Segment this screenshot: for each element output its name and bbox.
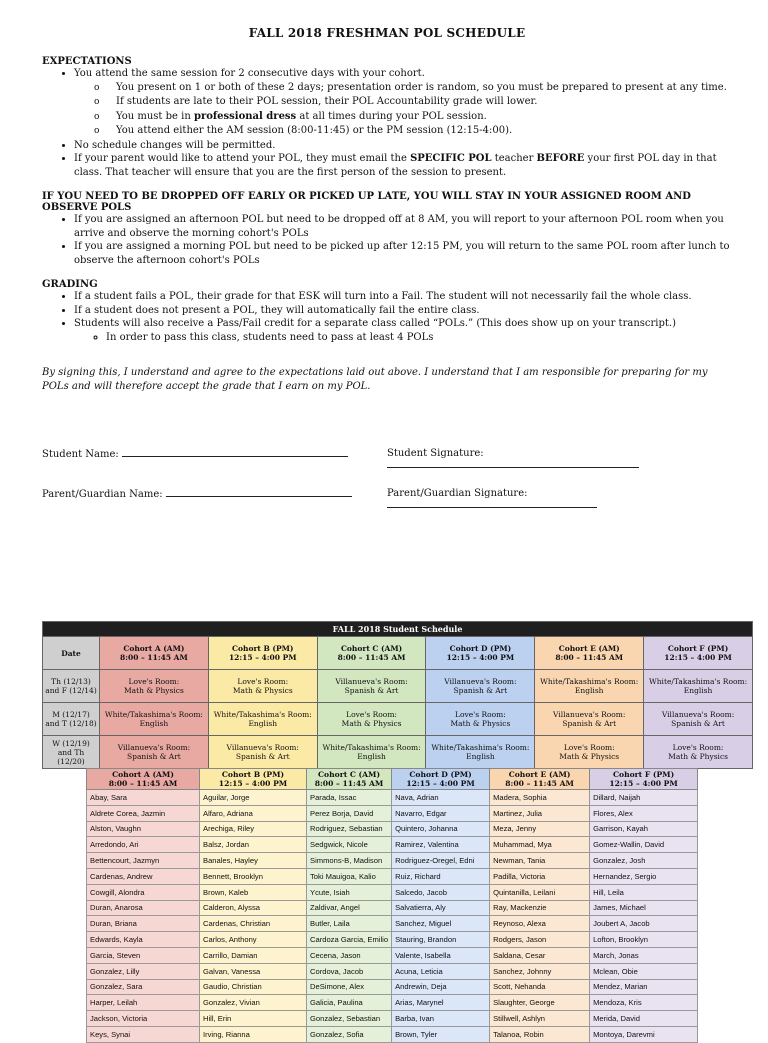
student-name-cell: Acuna, Leticia [392, 963, 490, 979]
room-name: Love's Room: [672, 743, 724, 752]
schedule-cell [426, 670, 535, 703]
roster-header [307, 769, 392, 790]
student-name-cell: Carlos, Anthony [200, 932, 307, 948]
list-item: o You attend either the AM session (8:00-11:45) or the PM session (12:15-4:00). [116, 124, 732, 139]
student-name-cell: Gomez-Wallin, David [590, 837, 698, 853]
cohort-header [426, 637, 535, 670]
cohort-time: 12:15 – 4:00 PM [609, 779, 678, 788]
room-subject: English [574, 686, 604, 695]
room-subject: Spanish & Art [127, 752, 181, 761]
schedule-cell [317, 670, 426, 703]
roster-header [590, 769, 698, 790]
field-label: Parent/Guardian Name: [42, 489, 163, 500]
student-name-cell: Gaudio, Christian [200, 979, 307, 995]
student-name-cell: Sedgwick, Nicole [307, 837, 392, 853]
student-name-cell: Bettencourt, Jazmyn [87, 853, 200, 869]
table-row [87, 790, 698, 806]
schedule-title: FALL 2018 Student Schedule [43, 622, 753, 637]
student-name-cell: Gonzalez, Sofia [307, 1026, 392, 1042]
schedule-cell [426, 703, 535, 736]
schedule-body [43, 670, 753, 769]
schedule-date: M (12/17) and T (12/18) [43, 703, 100, 736]
student-name-cell: Mclean, Obie [590, 963, 698, 979]
list-item: • If you are assigned an afternoon POL but need to be dropped off at 8 AM, you will report to your afternoon POL room when you arrive and observe the morning cohort's POLs [74, 213, 732, 240]
room-name: Love's Room: [346, 710, 397, 719]
cohort-time: 12:15 – 4:00 PM [218, 779, 288, 788]
parent-signature-field[interactable] [387, 488, 732, 511]
student-name-cell: Duran, Briana [87, 916, 200, 932]
student-name-cell: Abay, Sara [87, 790, 200, 806]
schedule-row [43, 670, 753, 703]
student-name-cell: Alfaro, Adriana [200, 805, 307, 821]
schedule-cell [208, 670, 317, 703]
text: teacher [491, 153, 537, 164]
schedule-cell [644, 736, 753, 769]
list-item [74, 152, 732, 179]
schedule-cell [100, 703, 209, 736]
expectations-list [42, 67, 732, 179]
student-name-cell: Duran, Anarosa [87, 900, 200, 916]
student-name-cell: Ycute, Isiah [307, 884, 392, 900]
room-name: Love's Room: [128, 677, 180, 686]
cohort-name: Cohort E (AM) [508, 770, 571, 779]
room-name: White/Takashima's Room: [649, 677, 748, 686]
student-name-cell: Carrillo, Damian [200, 947, 307, 963]
table-row [87, 916, 698, 932]
roster-body [87, 790, 698, 1043]
student-name-cell: Brown, Tyler [392, 1026, 490, 1042]
student-signature-row [42, 448, 732, 471]
room-subject: Math & Physics [559, 752, 620, 761]
student-name-cell: Meza, Jenny [490, 821, 590, 837]
room-name: Love's Room: [455, 710, 506, 719]
cohort-name: Cohort E (AM) [558, 644, 620, 653]
student-name-cell: Parada, Issac [307, 790, 392, 806]
parent-signature-row [42, 488, 732, 511]
student-name-cell: Navarro, Edgar [392, 805, 490, 821]
emphasis: professional dress [193, 110, 297, 122]
student-name-cell: Salvatierra, Aly [392, 900, 490, 916]
student-name-cell: Barba, Ivan [392, 1011, 490, 1027]
student-name-cell: Simmons-B, Madison [307, 853, 392, 869]
schedule-row [43, 703, 753, 736]
student-name-cell: Irving, Rianna [200, 1026, 307, 1042]
student-name-cell: Perez Borja, David [307, 805, 392, 821]
grading-heading: GRADING [42, 279, 98, 290]
text: You must be in [116, 110, 194, 122]
schedule-cell [208, 736, 317, 769]
student-name-cell: Arredondo, Ari [87, 837, 200, 853]
student-name-cell: March, Jonas [590, 947, 698, 963]
roster-header-row [87, 769, 698, 790]
table-row [87, 963, 698, 979]
list-item: • No schedule changes will be permitted. [74, 139, 732, 153]
table-row [87, 868, 698, 884]
cohort-name: Cohort F (PM) [667, 644, 729, 653]
student-name-cell: Banales, Hayley [200, 853, 307, 869]
table-row [87, 1011, 698, 1027]
room-subject: English [248, 719, 278, 728]
room-name: White/Takashima's Room: [431, 743, 530, 752]
grading-sub-list [42, 331, 732, 345]
room-subject: Spanish & Art [344, 686, 399, 695]
cohort-time: 12:15 – 4:00 PM [664, 653, 732, 662]
student-name-cell: Padilla, Victoria [490, 868, 590, 884]
student-name-cell: Merida, David [590, 1011, 698, 1027]
student-name-cell: Butler, Laila [307, 916, 392, 932]
student-name-cell: Cardenas, Christian [200, 916, 307, 932]
room-name: White/Takashima's Room: [322, 743, 421, 752]
student-name-field[interactable] [42, 448, 387, 471]
student-signature-field[interactable] [387, 448, 732, 471]
room-name: Love's Room: [563, 743, 615, 752]
field-label: Student Name: [42, 449, 119, 460]
student-name-cell: Toki Mauigoa, Kalio [307, 868, 392, 884]
student-name-cell: Andrewin, Deja [392, 979, 490, 995]
student-name-cell: Slaughter, George [490, 995, 590, 1011]
blank-line[interactable] [166, 488, 352, 497]
text: at all times during your POL session. [296, 110, 487, 122]
schedule-cell [317, 703, 426, 736]
cohort-name: Cohort D (PM) [449, 644, 512, 653]
cohort-time: 12:15 – 4:00 PM [446, 653, 515, 662]
cohort-header [100, 637, 209, 670]
table-row [87, 853, 698, 869]
room-subject: Math & Physics [123, 686, 184, 695]
document [42, 26, 732, 393]
cohort-time: 8:00 – 11:45 AM [555, 653, 624, 662]
table-row [87, 837, 698, 853]
sub-list [74, 81, 732, 139]
student-name-cell: Madera, Sophia [490, 790, 590, 806]
student-name-cell: Balsz, Jordan [200, 837, 307, 853]
room-name: Villanueva's Room: [226, 743, 299, 752]
room-subject: Math & Physics [341, 719, 402, 728]
schedule-cell [100, 736, 209, 769]
cohort-header [208, 637, 317, 670]
student-name-cell: Sanchez, Miguel [392, 916, 490, 932]
student-name-cell: Garcia, Steven [87, 947, 200, 963]
student-name-cell: Hernandez, Sergio [590, 868, 698, 884]
student-name-cell: Nava, Adrian [392, 790, 490, 806]
student-name-cell: Rodriguez-Oregel, Edni [392, 853, 490, 869]
student-name-cell: DeSimone, Alex [307, 979, 392, 995]
student-name-cell: Calderon, Alyssa [200, 900, 307, 916]
student-name-cell: Zaldivar, Angel [307, 900, 392, 916]
room-subject: English [139, 719, 169, 728]
cohort-header [535, 637, 644, 670]
student-name-cell: Mendez, Marian [590, 979, 698, 995]
student-name-cell: Flores, Alex [590, 805, 698, 821]
schedule-cell [535, 703, 644, 736]
expectations-heading: EXPECTATIONS [42, 56, 132, 67]
room-subject: Spanish & Art [235, 752, 290, 761]
list-item: o You present on 1 or both of these 2 days; presentation order is random, so you must be prepared to present at any time. [116, 81, 732, 96]
student-name-cell: Cowgill, Alondra [87, 884, 200, 900]
dropoff-list [42, 213, 732, 267]
student-name-cell: Galicia, Paulina [307, 995, 392, 1011]
room-name: Villanueva's Room: [335, 677, 408, 686]
room-subject: English [357, 752, 386, 761]
cohort-name: Cohort C (AM) [340, 644, 403, 653]
student-name-cell: Bennett, Brooklyn [200, 868, 307, 884]
student-name-cell: Hill, Leila [590, 884, 698, 900]
table-row [87, 947, 698, 963]
schedule-cell [317, 736, 426, 769]
student-name-cell: Dillard, Naijah [590, 790, 698, 806]
date-header: Date [43, 637, 100, 670]
bullet-text: You attend the same session for 2 consecutive days with your cohort. [74, 68, 425, 79]
room-name: White/Takashima's Room: [104, 710, 203, 719]
schedule-cell [535, 670, 644, 703]
student-name-cell: Stauring, Brandon [392, 932, 490, 948]
schedule-header-row [43, 637, 753, 670]
cohort-time: 8:00 – 11:45 AM [505, 779, 574, 788]
student-name-cell: Garrison, Kayah [590, 821, 698, 837]
list-item: • If a student does not present a POL, they will automatically fail the entire class. [74, 304, 732, 318]
cohort-time: 8:00 – 11:45 AM [120, 653, 188, 662]
blank-line[interactable] [122, 448, 348, 457]
table-row [87, 995, 698, 1011]
student-name-cell: Cecena, Jason [307, 947, 392, 963]
table-row [87, 884, 698, 900]
student-name-cell: Jackson, Victoria [87, 1011, 200, 1027]
table-row [87, 805, 698, 821]
student-name-cell: Quintanilla, Leilani [490, 884, 590, 900]
student-name-cell: Sanchez, Johnny [490, 963, 590, 979]
list-item: ◦ In order to pass this class, students need to pass at least 4 POLs [106, 331, 732, 345]
roster-header [392, 769, 490, 790]
student-name-cell: Ray, Mackenzie [490, 900, 590, 916]
table-row [87, 821, 698, 837]
student-name-cell: Saldana, Cesar [490, 947, 590, 963]
roster-header [87, 769, 200, 790]
cohort-name: Cohort B (PM) [232, 644, 294, 653]
field-label: Student Signature: [387, 448, 484, 459]
room-subject: English [466, 752, 495, 761]
student-name-cell: Arias, Marynel [392, 995, 490, 1011]
cohort-name: Cohort F (PM) [612, 770, 675, 779]
cohort-time: 12:15 – 4:00 PM [406, 779, 475, 788]
schedule-cell [100, 670, 209, 703]
student-name-cell: Gonzalez, Sara [87, 979, 200, 995]
room-name: White/Takashima's Room: [213, 710, 312, 719]
blank-line[interactable] [387, 459, 639, 468]
table-row [87, 900, 698, 916]
student-name-cell: Cordova, Jacob [307, 963, 392, 979]
student-name-cell: Rodriguez, Sebastian [307, 821, 392, 837]
cohort-name: Cohort B (PM) [221, 770, 285, 779]
schedule-date: W (12/19) and Th (12/20) [43, 736, 100, 769]
dropoff-heading: IF YOU NEED TO BE DROPPED OFF EARLY OR PICKED UP LATE, YOU WILL STAY IN YOUR ASSIGNED ROOM AND OBSERVE POLS [42, 191, 691, 213]
room-name: Love's Room: [237, 677, 289, 686]
list-item: • Students will also receive a Pass/Fail credit for a separate class called “POLs.” (This does show up on your transcript.) [74, 317, 732, 331]
schedule-table [42, 621, 753, 769]
schedule-cell [208, 703, 317, 736]
grading-list [42, 290, 732, 331]
list-item: • If a student fails a POL, their grade for that ESK will turn into a Fail. The student will not necessarily fail the whole class. [74, 290, 732, 304]
schedule-cell [426, 736, 535, 769]
room-name: Villanueva's Room: [553, 710, 626, 719]
roster-table [86, 768, 698, 1043]
roster-header [200, 769, 307, 790]
room-subject: Spanish & Art [671, 719, 725, 728]
student-name-cell: Talanoa, Robin [490, 1026, 590, 1042]
student-name-cell: Ruiz, Richard [392, 868, 490, 884]
cohort-name: Cohort A (AM) [112, 770, 174, 779]
room-subject: Math & Physics [668, 752, 728, 761]
student-name-cell: Reynoso, Alexa [490, 916, 590, 932]
table-row [87, 979, 698, 995]
student-name-cell: Ramirez, Valentina [392, 837, 490, 853]
student-name-cell: Stillwell, Ashlyn [490, 1011, 590, 1027]
cohort-header [317, 637, 426, 670]
list-item [116, 110, 732, 125]
field-label: Parent/Guardian Signature: [387, 488, 528, 499]
student-name-cell: James, Michael [590, 900, 698, 916]
student-name-cell: Keys, Synai [87, 1026, 200, 1042]
cohort-name: Cohort C (AM) [318, 770, 381, 779]
cohort-time: 8:00 – 11:45 AM [108, 779, 178, 788]
page-title: FALL 2018 FRESHMAN POL SCHEDULE [248, 26, 526, 40]
list-item [74, 67, 732, 139]
student-name-cell: Valente, Isabella [392, 947, 490, 963]
cohort-name: Cohort D (PM) [409, 770, 472, 779]
room-name: White/Takashima's Room: [540, 677, 639, 686]
schedule-date: Th (12/13) and F (12/14) [43, 670, 100, 703]
student-name-cell: Cardenas, Andrew [87, 868, 200, 884]
student-name-cell: Gonzalez, Sebastian [307, 1011, 392, 1027]
student-name-cell: Gonzalez, Vivian [200, 995, 307, 1011]
schedule-cell [644, 670, 753, 703]
student-name-cell: Galvan, Vanessa [200, 963, 307, 979]
student-name-cell: Joubert A, Jacob [590, 916, 698, 932]
cohort-name: Cohort A (AM) [123, 644, 185, 653]
cohort-time: 12:15 – 4:00 PM [228, 653, 297, 662]
emphasis: SPECIFIC POL [410, 153, 492, 164]
student-name-cell: Montoya, Darevmi [590, 1026, 698, 1042]
cohort-time: 8:00 – 11:45 AM [314, 779, 384, 788]
room-subject: Spanish & Art [453, 686, 508, 695]
student-name-cell: Brown, Kaleb [200, 884, 307, 900]
room-name: Villanueva's Room: [661, 710, 735, 719]
room-subject: Math & Physics [232, 686, 293, 695]
student-name-cell: Gonzalez, Lilly [87, 963, 200, 979]
cohort-time: 8:00 – 11:45 AM [337, 653, 406, 662]
student-name-cell: Edwards, Kayla [87, 932, 200, 948]
table-row [87, 1026, 698, 1042]
list-item: • If you are assigned a morning POL but need to be picked up after 12:15 PM, you will return to the same POL room after lunch to observe the afternoon cohort's POLs [74, 240, 732, 267]
student-name-cell: Alston, Vaughn [87, 821, 200, 837]
emphasis: BEFORE [536, 153, 585, 164]
student-name-cell: Aldrete Corea, Jazmin [87, 805, 200, 821]
student-name-cell: Rodgers, Jason [490, 932, 590, 948]
schedule-cell [535, 736, 644, 769]
room-subject: Spanish & Art [562, 719, 617, 728]
student-name-cell: Cardoza Garcia, Emilio [307, 932, 392, 948]
text: If your parent would like to attend your POL, they must email the [74, 153, 411, 164]
text: your first POL day in that class. That teacher will ensure that you are the first person of the session to present. [74, 153, 717, 178]
parent-name-field[interactable] [42, 488, 387, 511]
student-name-cell: Newman, Tania [490, 853, 590, 869]
room-subject: Math & Physics [450, 719, 511, 728]
student-name-cell: Quintero, Johanna [392, 821, 490, 837]
list-item: o If students are late to their POL session, their POL Accountability grade will lower. [116, 95, 732, 110]
roster-header [490, 769, 590, 790]
student-name-cell: Martinez, Julia [490, 805, 590, 821]
student-name-cell: Lofton, Brooklyn [590, 932, 698, 948]
student-name-cell: Gonzalez, Josh [590, 853, 698, 869]
student-name-cell: Salcedo, Jacob [392, 884, 490, 900]
student-name-cell: Mendoza, Kris [590, 995, 698, 1011]
student-name-cell: Aguilar, Jorge [200, 790, 307, 806]
schedule-row [43, 736, 753, 769]
blank-line[interactable] [387, 499, 597, 508]
student-name-cell: Muhammad, Mya [490, 837, 590, 853]
table-row [87, 932, 698, 948]
cohort-header [644, 637, 753, 670]
student-name-cell: Hill, Erin [200, 1011, 307, 1027]
room-name: Villanueva's Room: [117, 743, 191, 752]
room-subject: English [683, 686, 713, 695]
schedule-cell [644, 703, 753, 736]
student-name-cell: Arechiga, Riley [200, 821, 307, 837]
room-name: Villanueva's Room: [444, 677, 517, 686]
student-name-cell: Harper, Leilah [87, 995, 200, 1011]
agreement-text: By signing this, I understand and agree to the expectations laid out above. I understand that I am responsible for preparing for my POLs and will therefore accept the grade that I earn on my POL. [42, 367, 708, 392]
student-name-cell: Scott, Nehanda [490, 979, 590, 995]
